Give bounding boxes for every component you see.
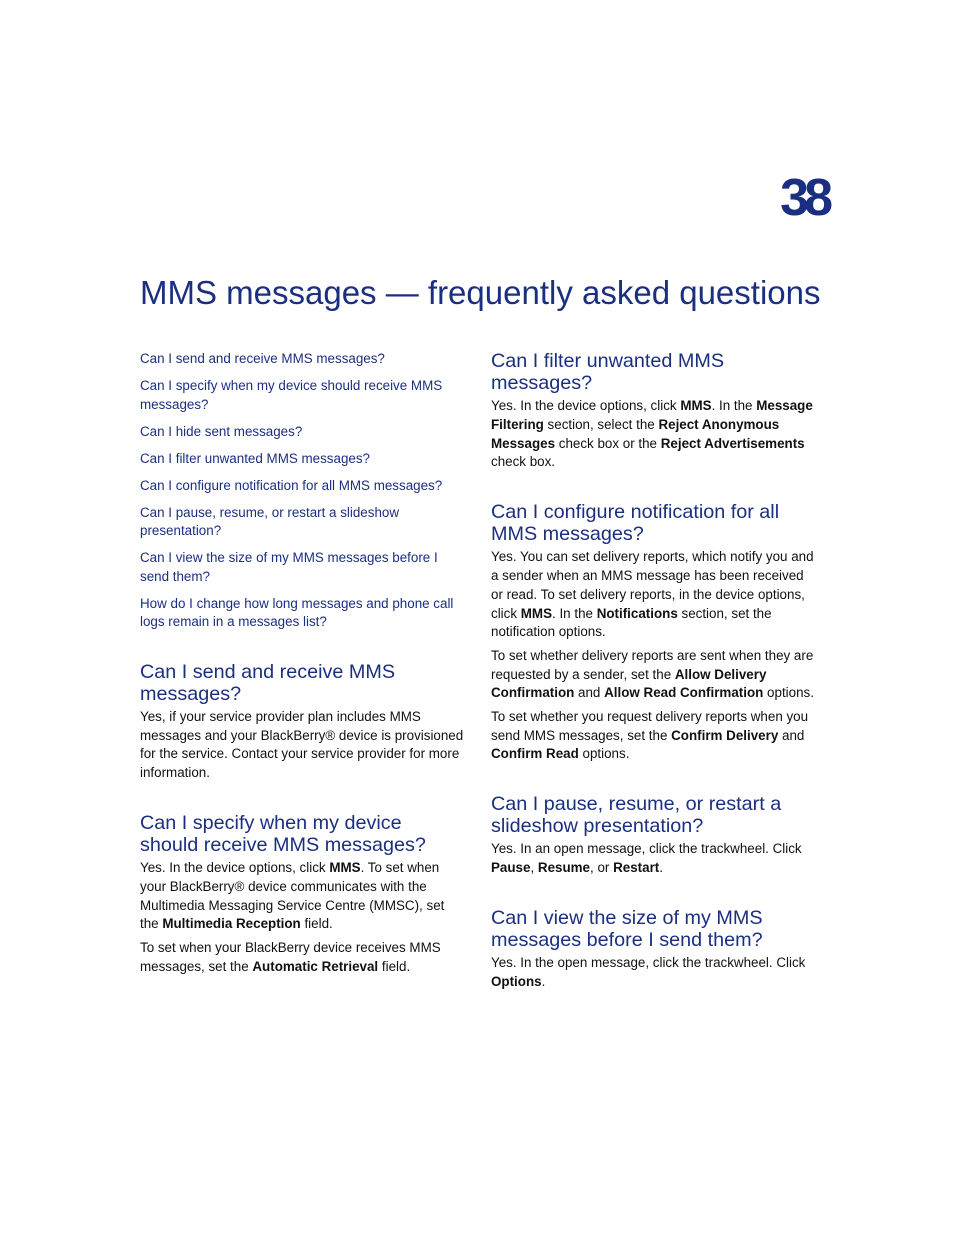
section-pause <box>491 793 816 878</box>
section-body: Yes. In an open message, click the trackwheel. Click Pause, Resume, or Restart. <box>491 841 802 875</box>
section-filter <box>491 350 816 472</box>
toc-link-notification[interactable]: Can I configure notification for all MMS messages? <box>140 477 443 493</box>
section-heading: Can I send and receive MMS messages? <box>140 660 396 705</box>
section-body: To set whether you request delivery reports when you send MMS messages, set the Confirm Delivery and Confirm Read options. <box>491 708 809 762</box>
section-body: Yes. In the open message, click the trackwheel. Click Options. <box>491 954 806 989</box>
section-body: Yes. In the device options, click MMS. To set when your BlackBerry® device communicates with the Multimedia Messaging Service Centre (MMSC), set the Multimedia Reception field. <box>140 860 445 932</box>
toc-link-filter[interactable]: Can I filter unwanted MMS messages? <box>140 450 370 466</box>
section-heading: Can I pause, resume, or restart a slideshow presentation? <box>491 793 782 838</box>
toc-link-change-how-long[interactable]: How do I change how long messages and phone call logs remain in a messages list? <box>140 595 454 630</box>
section-body: To set when your BlackBerry device receives MMS messages, set the Automatic Retrieval field. <box>140 939 441 974</box>
section-heading: Can I filter unwanted MMS messages? <box>491 350 725 394</box>
section-size <box>491 907 816 992</box>
section-body: Yes, if your service provider plan includes MMS messages and your BlackBerry® device is provisioned for the service. Contact your service provider for more information. <box>140 708 464 781</box>
toc-link-view-size[interactable]: Can I view the size of my MMS messages before I send them? <box>140 550 438 584</box>
left-column <box>140 350 465 981</box>
right-column <box>491 350 816 996</box>
toc-link-send-receive[interactable]: Can I send and receive MMS messages? <box>140 351 385 366</box>
section-heading: Can I configure notification for all MMS messages? <box>491 501 780 546</box>
section-send-receive <box>140 661 465 783</box>
table-of-contents <box>140 350 465 632</box>
section-heading: Can I specify when my device should receive MMS messages? <box>140 812 426 857</box>
toc-link-specify-when[interactable]: Can I specify when my device should receive MMS messages? <box>140 377 443 412</box>
toc-link-hide-sent[interactable]: Can I hide sent messages? <box>140 423 303 439</box>
toc-link-slideshow[interactable]: Can I pause, resume, or restart a slideshow presentation? <box>140 504 400 539</box>
section-specify-when <box>140 812 465 976</box>
page-title: MMS messages — frequently asked questions <box>140 274 821 311</box>
chapter-number: 38 <box>780 169 828 227</box>
section-body: To set whether delivery reports are sent when they are requested by a sender, set the Allow Delivery Confirmation and Allow Read Confirmation options. <box>491 647 814 701</box>
section-body: Yes. You can set delivery reports, which notify you and a sender when an MMS message has been received or read. To set delivery reports, in the device options, click MMS. In the Notifications section, set the notification options. <box>491 549 814 640</box>
section-body: Yes. In the device options, click MMS. In the Message Filtering section, select the Reject Anonymous Messages check box or the Reject Advertisements check box. <box>491 398 813 470</box>
section-notification <box>491 501 816 764</box>
section-heading: Can I view the size of my MMS messages before I send them? <box>491 906 763 951</box>
